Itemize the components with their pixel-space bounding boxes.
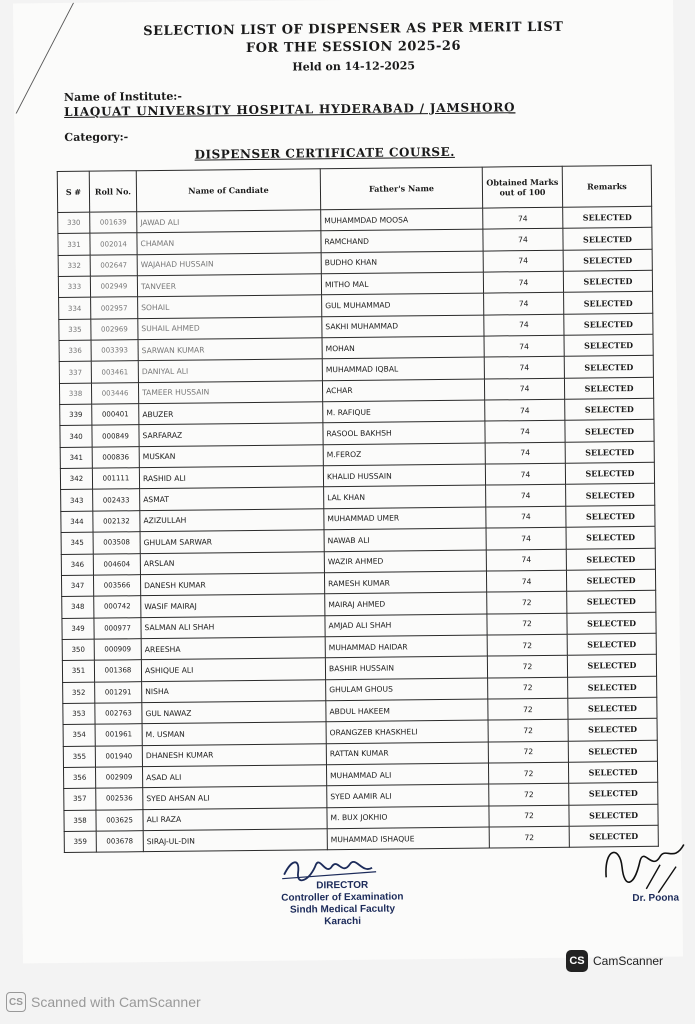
cell-roll: 002909 (95, 767, 142, 789)
cell-sn: 331 (58, 234, 90, 256)
cell-name: RASHID ALI (139, 466, 323, 489)
cell-remarks: SELECTED (567, 654, 656, 676)
cell-father: SYED AAMIR ALI (327, 784, 489, 807)
second-signatory-name: Dr. Poona (632, 892, 680, 905)
cell-name: SALMAN ALI SHAH (141, 615, 325, 638)
cell-sn: 345 (61, 532, 93, 554)
cell-name: ASHIQUE ALI (141, 658, 325, 681)
cell-remarks: SELECTED (569, 825, 658, 847)
signatory-block (247, 879, 437, 929)
document-subtitle: FOR THE SESSION 2025-26 (245, 38, 462, 57)
watermark-icon: CS (6, 992, 26, 1012)
table-header-row (57, 165, 651, 212)
cell-name: ASAD ALI (142, 765, 326, 788)
cell-remarks: SELECTED (564, 292, 653, 314)
cell-sn: 351 (62, 660, 94, 682)
cell-roll: 003508 (93, 532, 140, 554)
cell-roll: 002014 (90, 233, 137, 255)
cell-roll: 001111 (92, 468, 139, 490)
cell-sn: 340 (60, 426, 92, 448)
cell-remarks: SELECTED (566, 548, 655, 570)
document-title: SELECTION LIST OF DISPENSER AS PER MERIT LIST (143, 19, 564, 40)
signatory-line1: Controller of Examination (281, 891, 404, 904)
signatory-line3: Karachi (324, 915, 362, 928)
cell-roll: 003446 (91, 382, 138, 404)
cell-sn: 346 (61, 554, 93, 576)
scan-watermark (6, 992, 201, 1012)
cell-roll: 002957 (91, 297, 138, 319)
cell-name: SOHAIL (138, 295, 322, 318)
header-marks (482, 166, 562, 208)
cell-father: BASHIR HUSSAIN (325, 656, 487, 679)
header-father: Father's Name (320, 167, 482, 210)
cell-sn: 358 (64, 810, 96, 832)
cell-sn: 352 (63, 682, 95, 704)
cell-remarks: SELECTED (563, 228, 652, 250)
cell-father: MUHAMMAD IQBAL (322, 357, 484, 380)
cell-sn: 337 (59, 362, 91, 384)
cell-sn: 355 (63, 746, 95, 768)
cell-roll: 000849 (92, 425, 139, 447)
cell-roll: 002969 (91, 318, 138, 340)
cell-sn: 343 (61, 490, 93, 512)
cell-roll: 000909 (94, 639, 141, 661)
cell-sn: 349 (62, 618, 94, 640)
cell-roll: 002647 (90, 254, 137, 276)
cell-remarks: SELECTED (566, 505, 655, 527)
cell-roll: 002132 (93, 510, 140, 532)
cell-name: ARSLAN (140, 551, 324, 574)
cell-father: NAWAB ALI (324, 528, 486, 551)
signatory-title: DIRECTOR (316, 879, 369, 892)
cell-roll: 002763 (95, 703, 142, 725)
cell-father: RASOOL BAKHSH (323, 422, 485, 445)
cell-name: SARWAN KUMAR (138, 338, 322, 361)
cell-sn: 341 (60, 447, 92, 469)
cell-name: SARFARAZ (139, 423, 323, 446)
camscanner-badge (566, 950, 663, 972)
cell-remarks: SELECTED (567, 612, 656, 634)
cell-roll: 001961 (95, 724, 142, 746)
cell-sn: 339 (60, 404, 92, 426)
cell-roll: 002949 (90, 276, 137, 298)
cell-father: KHALID HUSSAIN (323, 464, 485, 487)
cell-marks: 74 (486, 485, 566, 507)
cell-roll: 002536 (96, 788, 143, 810)
cell-father: BUDHO KHAN (321, 251, 483, 274)
cell-name: NISHA (142, 679, 326, 702)
cell-marks: 72 (487, 613, 567, 635)
cell-sn: 338 (59, 383, 91, 405)
cell-roll: 001940 (95, 745, 142, 767)
cell-marks: 74 (485, 421, 565, 443)
cell-name: M. USMAN (142, 722, 326, 745)
cell-name: ASMAT (140, 487, 324, 510)
cell-marks: 72 (489, 783, 569, 805)
cell-roll: 001639 (90, 212, 137, 234)
cell-name: GHULAM SARWAR (140, 530, 324, 553)
cell-name: JAWAD ALI (137, 210, 321, 233)
cell-marks: 74 (484, 335, 564, 357)
watermark-text: Scanned with CamScanner (31, 994, 201, 1010)
cell-sn: 350 (62, 639, 94, 661)
cell-sn: 354 (63, 724, 95, 746)
cell-father: MUHAMMAD ISHAQUE (327, 827, 489, 850)
signatory-line2: Sindh Medical Faculty (289, 903, 396, 916)
cell-name: WAJAHAD HUSSAIN (137, 252, 321, 275)
cell-name: SIRAJ-UL-DIN (143, 829, 327, 852)
cell-father: SAKHI MUHAMMAD (322, 315, 484, 338)
cell-remarks: SELECTED (563, 249, 652, 271)
document-page (13, 0, 683, 963)
cell-remarks: SELECTED (568, 697, 657, 719)
cell-marks: 74 (483, 271, 563, 293)
cell-marks: 72 (489, 826, 569, 848)
cell-roll: 004604 (93, 553, 140, 575)
cell-father: M.FEROZ (323, 443, 485, 466)
cell-name: DHANESH KUMAR (142, 743, 326, 766)
cell-name: WASIF MAIRAJ (141, 594, 325, 617)
cell-marks: 72 (487, 634, 567, 656)
held-on-date: Held on 14-12-2025 (292, 59, 416, 74)
cell-marks: 72 (488, 762, 568, 784)
cell-roll: 003678 (96, 831, 143, 853)
cell-remarks: SELECTED (563, 270, 652, 292)
cell-sn: 356 (63, 767, 95, 789)
header-marks-line1: Obtained Marks (486, 176, 559, 188)
cell-sn: 353 (63, 703, 95, 725)
cell-roll: 000977 (94, 617, 141, 639)
cell-marks: 74 (486, 549, 566, 571)
cell-marks: 72 (489, 805, 569, 827)
cell-remarks: SELECTED (568, 761, 657, 783)
cell-marks: 74 (486, 506, 566, 528)
cell-remarks: SELECTED (566, 484, 655, 506)
cell-sn: 336 (59, 340, 91, 362)
cell-name: TAMEER HUSSAIN (138, 381, 322, 404)
cell-marks: 72 (488, 698, 568, 720)
cell-roll: 001368 (94, 660, 141, 682)
cell-remarks: SELECTED (568, 719, 657, 741)
cell-name: DANIYAL ALI (138, 359, 322, 382)
cell-remarks: SELECTED (567, 590, 656, 612)
cell-father: MUHAMMDAD MOOSA (321, 208, 483, 231)
course-name: DISPENSER CERTIFICATE COURSE. (194, 144, 455, 162)
cell-marks: 74 (484, 378, 564, 400)
cell-remarks: SELECTED (564, 313, 653, 335)
cell-father: MITHO MAL (321, 272, 483, 295)
cell-sn: 344 (61, 511, 93, 533)
cell-sn: 342 (60, 468, 92, 490)
cell-roll: 001291 (95, 681, 142, 703)
cell-father: GHULAM GHOUS (326, 678, 488, 701)
cell-father: M. BUX JOKHIO (327, 806, 489, 829)
cell-marks: 72 (488, 677, 568, 699)
cell-father: AMJAD ALI SHAH (325, 614, 487, 637)
cell-marks: 74 (484, 293, 564, 315)
cell-marks: 74 (483, 250, 563, 272)
cell-sn: 334 (59, 298, 91, 320)
cell-sn: 359 (64, 831, 96, 853)
cell-marks: 74 (483, 207, 563, 229)
camscanner-label: CamScanner (593, 954, 664, 968)
cell-name: AZIZULLAH (140, 509, 324, 532)
cell-remarks: SELECTED (565, 420, 654, 442)
cell-father: ABDUL HAKEEM (326, 699, 488, 722)
cell-father: MUHAMMAD UMER (324, 507, 486, 530)
cell-father: MUHAMMAD ALI (326, 763, 488, 786)
cell-name: SUHAIL AHMED (138, 316, 322, 339)
cell-father: WAZIR AHMED (324, 550, 486, 573)
cell-father: ORANGZEB KHASKHELI (326, 720, 488, 743)
cell-remarks: SELECTED (566, 526, 655, 548)
cell-name: AREESHA (141, 637, 325, 660)
cell-remarks: SELECTED (566, 569, 655, 591)
cell-remarks: SELECTED (565, 441, 654, 463)
cell-sn: 348 (62, 596, 94, 618)
cell-remarks: SELECTED (564, 356, 653, 378)
cell-sn: 333 (58, 276, 90, 298)
institute-label: Name of Institute:- (63, 89, 182, 104)
cell-remarks: SELECTED (565, 462, 654, 484)
cell-remarks: SELECTED (567, 633, 656, 655)
merit-list-table (57, 165, 659, 854)
header-marks-line2: out of 100 (499, 186, 546, 198)
page-fold-edge (0, 3, 74, 114)
cell-roll: 000836 (92, 446, 139, 468)
cell-name: ABUZER (139, 402, 323, 425)
institute-name: LIAQUAT UNIVERSITY HOSPITAL HYDERABAD / JAMSHORO (64, 100, 516, 119)
cell-father: M. RAFIQUE (323, 400, 485, 423)
cell-marks: 74 (485, 463, 565, 485)
cell-sn: 330 (58, 212, 90, 234)
cell-father: LAL KHAN (324, 486, 486, 509)
cell-remarks: SELECTED (563, 206, 652, 228)
cell-name: TANVEER (137, 274, 321, 297)
cell-remarks: SELECTED (568, 676, 657, 698)
cell-marks: 74 (486, 570, 566, 592)
cell-remarks: SELECTED (569, 783, 658, 805)
cell-sn: 357 (64, 788, 96, 810)
cell-sn: 335 (59, 319, 91, 341)
camscanner-icon: CS (566, 950, 588, 972)
cell-remarks: SELECTED (565, 398, 654, 420)
cell-roll: 000742 (94, 596, 141, 618)
header-name: Name of Candiate (136, 169, 320, 212)
cell-father: ACHAR (322, 379, 484, 402)
cell-remarks: SELECTED (564, 377, 653, 399)
cell-remarks: SELECTED (568, 740, 657, 762)
cell-father: RATTAN KUMAR (326, 742, 488, 765)
cell-name: DANESH KUMAR (140, 573, 324, 596)
cell-name: CHAMAN (137, 231, 321, 254)
cell-marks: 72 (487, 655, 567, 677)
cell-roll: 003625 (96, 809, 143, 831)
cell-father: MOHAN (322, 336, 484, 359)
cell-marks: 72 (487, 591, 567, 613)
cell-marks: 74 (483, 229, 563, 251)
cell-marks: 74 (486, 527, 566, 549)
cell-roll: 003393 (91, 340, 138, 362)
cell-remarks: SELECTED (569, 804, 658, 826)
cell-father: RAMESH KUMAR (324, 571, 486, 594)
cell-marks: 74 (485, 442, 565, 464)
cell-roll: 003461 (91, 361, 138, 383)
cell-father: MUHAMMAD HAIDAR (325, 635, 487, 658)
cell-sn: 347 (61, 575, 93, 597)
category-label: Category:- (64, 130, 129, 144)
header-sn: S # (57, 171, 89, 212)
cell-father: RAMCHAND (321, 229, 483, 252)
cell-name: SYED AHSAN ALI (143, 786, 327, 809)
cell-roll: 000401 (92, 404, 139, 426)
cell-marks: 74 (485, 399, 565, 421)
cell-father: MAIRAJ AHMED (325, 592, 487, 615)
second-signature (600, 836, 691, 897)
header-remarks: Remarks (562, 165, 651, 207)
cell-name: GUL NAWAZ (142, 701, 326, 724)
cell-name: ALI RAZA (143, 807, 327, 830)
cell-remarks: SELECTED (564, 334, 653, 356)
cell-name: MUSKAN (139, 445, 323, 468)
header-roll: Roll No. (89, 171, 136, 212)
cell-roll: 002433 (93, 489, 140, 511)
cell-roll: 003566 (93, 575, 140, 597)
cell-marks: 72 (488, 741, 568, 763)
cell-marks: 72 (488, 719, 568, 741)
cell-marks: 74 (484, 314, 564, 336)
cell-father: GUL MUHAMMAD (322, 293, 484, 316)
cell-marks: 74 (484, 357, 564, 379)
cell-sn: 332 (58, 255, 90, 277)
